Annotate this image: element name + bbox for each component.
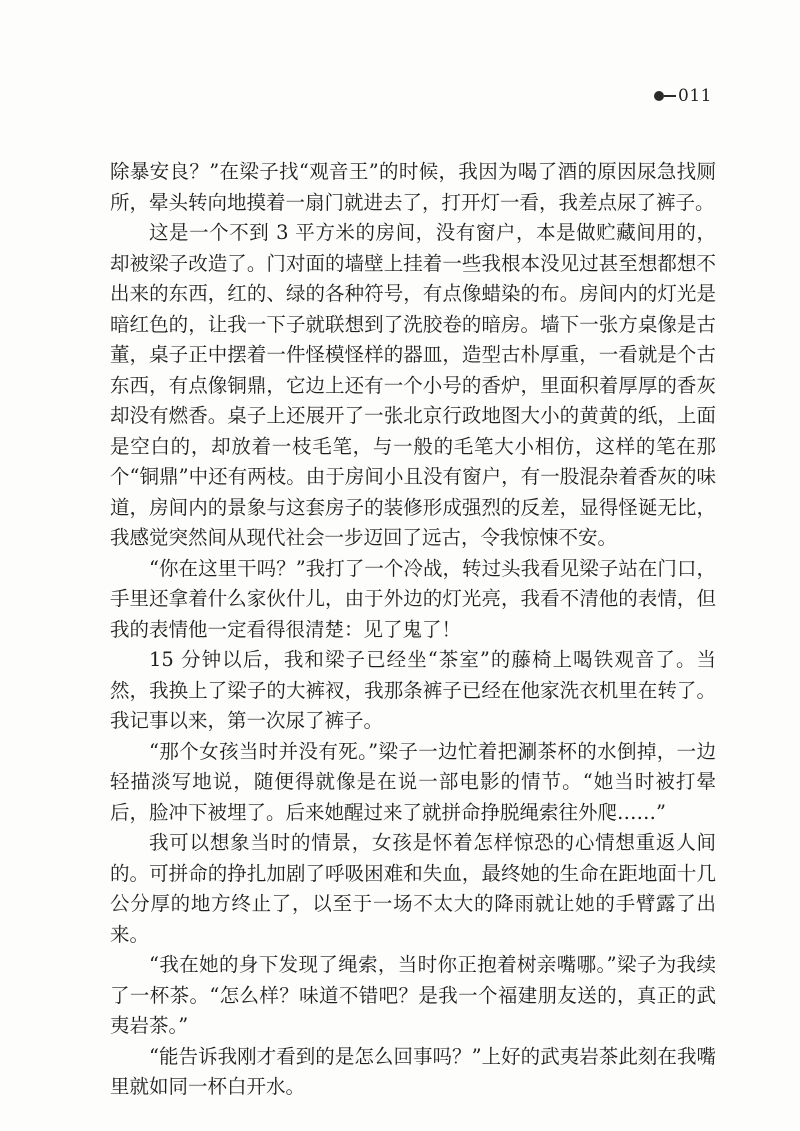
paragraph: 我可以想象当时的情景，女孩是怀着怎样惊恐的心情想重返人间的。可拼命的挣扎加剧了呼吸困难和失血，最终她的生命在距地面十几公分厚的地方终止了，以至于一场不太大的降雨就让她的手臂露了出来。: [110, 831, 716, 946]
paragraph: “我在她的身下发现了绳索，当时你正抱着树亲嘴哪。”梁子为我续了一杯茶。“怎么样？味道不错吧？是我一个福建朋友送的，真正的武夷岩茶。”: [110, 953, 716, 1037]
paragraph: 这是一个不到 3 平方米的房间，没有窗户，本是做贮藏间用的，却被梁子改造了。门对面的墙壁上挂着一些我根本没见过甚至想都想不出来的东西，红的、绿的各种符号，有点像蜡染的布。房间内的灯光是暗红色的，让我一下子就联想到了洗胶卷的暗房。墙下一张方桌像是古董，桌子正中摆着一件怪模怪样的器皿，造型古朴厚重，一看就是个古东西，有点像铜鼎，它边上还有一个小号的香炉，里面积着厚厚的香灰却没有燃香。桌子上还展开了一张北京行政地图大小的黄黄的纸，上面是空白的，却放着一枝毛笔，与一般的毛笔大小相仿，这样的笔在那个“铜鼎”中还有两枝。由于房间小且没有窗户，有一股混杂着香灰的味道，房间内的景象与这套房子的装修形成强烈的反差，显得怪诞无比，我感觉突然间从现代社会一步迈回了远古，令我惊悚不安。: [110, 221, 716, 549]
paragraph: “你在这里干吗？”我打了一个冷战，转过头我看见梁子站在门口，手里还拿着什么家伙什儿，由于外边的灯光亮，我看不清他的表情，但我的表情他一定看得很清楚：见了鬼了！: [110, 556, 716, 641]
page-header: [654, 83, 712, 109]
body-text: [110, 157, 716, 1103]
paragraph: “那个女孩当时并没有死。”梁子一边忙着把涮茶杯的水倒掉，一边轻描淡写地说，随便得就像是在说一部电影的情节。“她当时被打晕后，脸冲下被埋了。后来她醒过来了就拼命挣脱绳索往外爬……”: [110, 739, 716, 824]
paragraph: 15 分钟以后，我和梁子已经坐“茶室”的藤椅上喝铁观音了。当然，我换上了梁子的大裤衩，我那条裤子已经在他家洗衣机里在转了。我记事以来，第一次尿了裤子。: [110, 648, 716, 732]
page-number: 011: [678, 86, 712, 106]
header-rule: [664, 95, 676, 97]
paragraph: “能告诉我刚才看到的是怎么回事吗？”上好的武夷岩茶此刻在我嘴里就如同一杯白开水。: [110, 1044, 716, 1098]
paragraph: 除暴安良？”在梁子找“观音王”的时候，我因为喝了酒的原因尿急找厕所，晕头转向地摸着一扇门就进去了，打开灯一看，我差点尿了裤子。: [110, 160, 716, 214]
bullet-icon: [654, 91, 664, 101]
